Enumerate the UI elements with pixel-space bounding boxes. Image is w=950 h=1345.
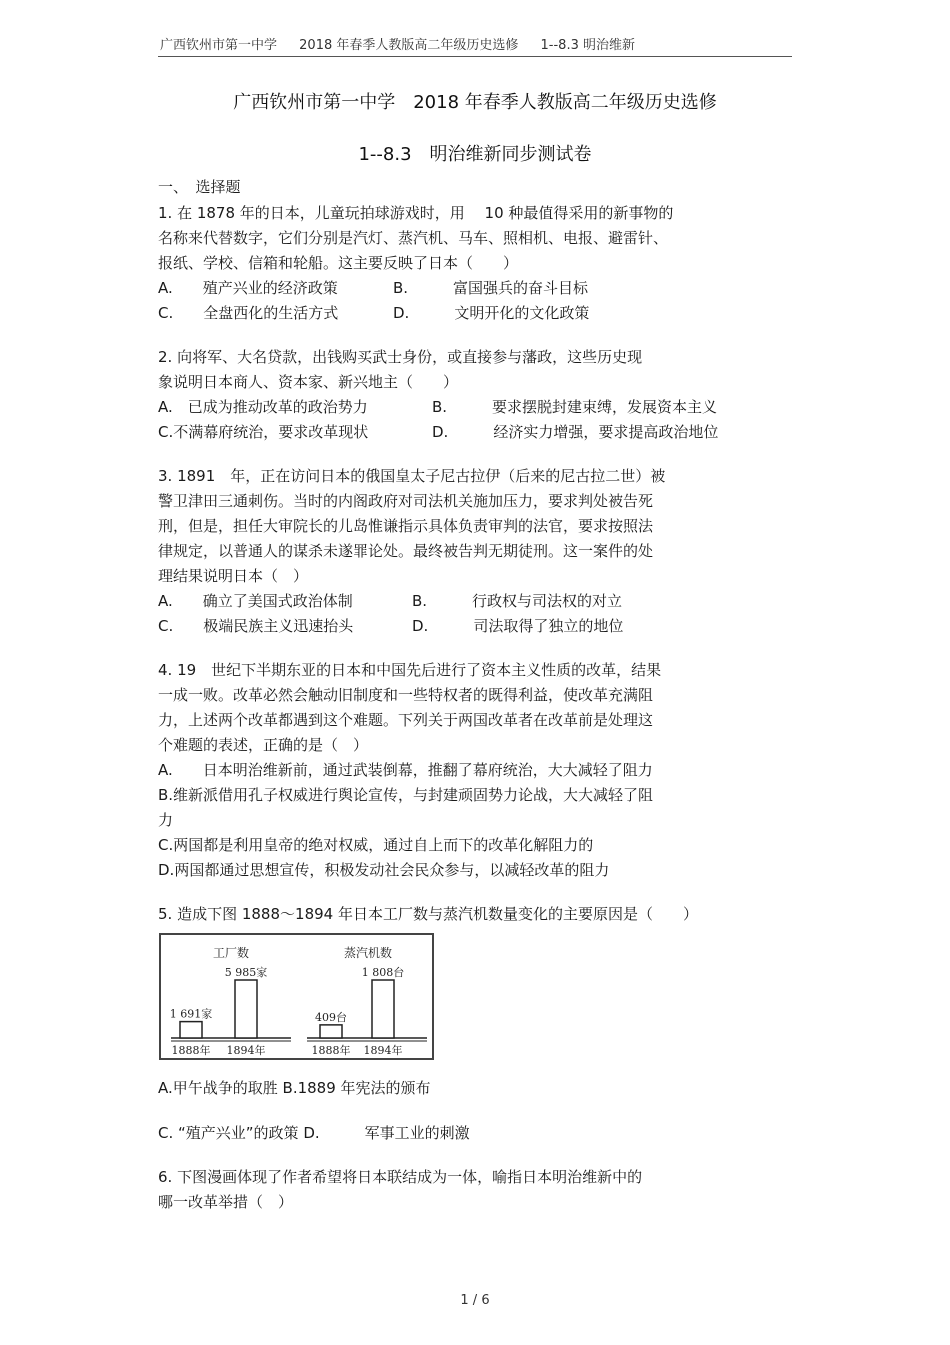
q4-option-b: B.维新派借用孔子权威进行舆论宣传，与封建顽固势力论战，大大减轻了阻: [158, 786, 654, 804]
doc-title-line2: 1--8.3 明治维新同步测试卷: [358, 144, 592, 165]
q4-stem-line: 个难题的表述，正确的是（ ）: [158, 736, 369, 754]
q1-stem-line: 1. 在 1878 年的日本，儿童玩拍球游戏时，用 10 种最值得采用的新事物的: [158, 204, 674, 222]
q3-option-a: A. 确立了美国式政治体制: [158, 592, 353, 610]
q3-stem-line: 理结果说明日本（ ）: [158, 567, 309, 585]
q1-stem-line: 报纸、学校、信箱和轮船。这主要反映了日本（ ）: [158, 254, 519, 272]
q3-stem-line: 律规定，以普通人的谋杀未遂罪论处。最终被告判无期徒刑。这一案件的处: [158, 542, 654, 560]
q1-option-c: C. 全盘西化的生活方式: [158, 304, 339, 322]
q2-option-b: B. 要求摆脱封建束缚，发展资本主义: [432, 398, 718, 416]
header-rule: [158, 56, 792, 57]
chart-title: 蒸汽机数: [343, 946, 393, 960]
chart-tick-label: 1894年: [363, 1044, 403, 1057]
running-header: [160, 34, 790, 53]
q3-option-c: C. 极端民族主义迅速抬头: [158, 617, 354, 635]
section-heading: 一、 选择题: [158, 178, 241, 196]
chart-data-label: 1 808台: [361, 966, 405, 979]
chart-data-label: 5 985家: [224, 966, 268, 979]
chart-bar: [372, 980, 394, 1038]
chart-title: 工厂数: [212, 946, 250, 960]
header-course: 2018 年春季人教版高二年级历史选修: [299, 38, 519, 53]
q3-stem-line: 3. 1891 年，正在访问日本的俄国皇太子尼古拉伊（后来的尼古拉二世）被: [158, 467, 666, 485]
chart-tick-label: 1894年: [226, 1044, 266, 1057]
q6-stem-line: 哪一改革举措（ ）: [158, 1193, 294, 1211]
q1-option-a: A. 殖产兴业的经济政策: [158, 279, 338, 297]
q3-stem-line: 警卫津田三通刺伤。当时的内阁政府对司法机关施加压力，要求判处被告死: [158, 492, 654, 510]
q5-option-cd: C. “殖产兴业”的政策 D. 军事工业的刺激: [158, 1124, 470, 1142]
chart-bar: [320, 1025, 342, 1038]
q5-stem-line: 5. 造成下图 1888～1894 年日本工厂数与蒸汽机数量变化的主要原因是（ ）: [158, 905, 698, 923]
q5-chart-svg: [161, 935, 432, 1058]
chart-tick-label: 1888年: [311, 1044, 351, 1057]
q5-chart: [159, 933, 434, 1060]
chart-data-label: 409台: [315, 1010, 347, 1024]
chart-tick-label: 1888年: [171, 1044, 211, 1057]
chart-data-label: 1 691家: [169, 1007, 213, 1021]
q4-option-b-cont: 力: [158, 811, 174, 829]
q6-stem-line: 6. 下图漫画体现了作者希望将日本联结成为一体，喻指日本明治维新中的: [158, 1168, 643, 1186]
q3-option-d: D. 司法取得了独立的地位: [412, 617, 624, 635]
q4-option-d: D.两国都通过思想宣传，积极发动社会民众参与，以减轻改革的阻力: [158, 861, 610, 879]
q4-option-c: C.两国都是利用皇帝的绝对权威，通过自上而下的改革化解阻力的: [158, 836, 594, 854]
header-lesson: 1--8.3 明治维新: [540, 38, 635, 53]
doc-title-line1: 广西钦州市第一中学 2018 年春季人教版高二年级历史选修: [233, 92, 717, 113]
q4-option-a: A. 日本明治维新前，通过武装倒幕，推翻了幕府统治，大大减轻了阻力: [158, 761, 653, 779]
q4-stem-line: 力，上述两个改革都遇到这个难题。下列关于两国改革者在改革前是处理这: [158, 711, 654, 729]
q2-option-a: A. 已成为推动改革的政治势力: [158, 398, 368, 416]
q1-stem-line: 名称来代替数字，它们分别是汽灯、蒸汽机、马车、照相机、电报、避雷针、: [158, 229, 669, 247]
page-number: 1 / 6: [460, 1293, 490, 1308]
q2-stem-line: 象说明日本商人、资本家、新兴地主（ ）: [158, 373, 459, 391]
q2-option-c: C.不满幕府统治，要求改革现状: [158, 423, 369, 441]
q5-option-ab: A.甲午战争的取胜 B.1889 年宪法的颁布: [158, 1079, 431, 1097]
q3-stem-line: 刑，但是，担任大审院长的儿岛惟谦指示具体负责审判的法官，要求按照法: [158, 517, 654, 535]
q3-option-b: B. 行政权与司法权的对立: [412, 592, 623, 610]
q4-stem-line: 4. 19 世纪下半期东亚的日本和中国先后进行了资本主义性质的改革，结果: [158, 661, 662, 679]
chart-bar: [235, 980, 257, 1038]
header-school: 广西钦州市第一中学: [160, 38, 278, 53]
q2-option-d: D. 经济实力增强，要求提高政治地位: [432, 423, 719, 441]
q2-stem-line: 2. 向将军、大名贷款，出钱购买武士身份，或直接参与藩政，这些历史现: [158, 348, 643, 366]
q1-option-d: D. 文明开化的文化政策: [393, 304, 590, 322]
chart-bar: [180, 1022, 202, 1038]
q4-stem-line: 一成一败。改革必然会触动旧制度和一些特权者的既得利益，使改革充满阻: [158, 686, 654, 704]
q1-option-b: B. 富国强兵的奋斗目标: [393, 279, 589, 297]
